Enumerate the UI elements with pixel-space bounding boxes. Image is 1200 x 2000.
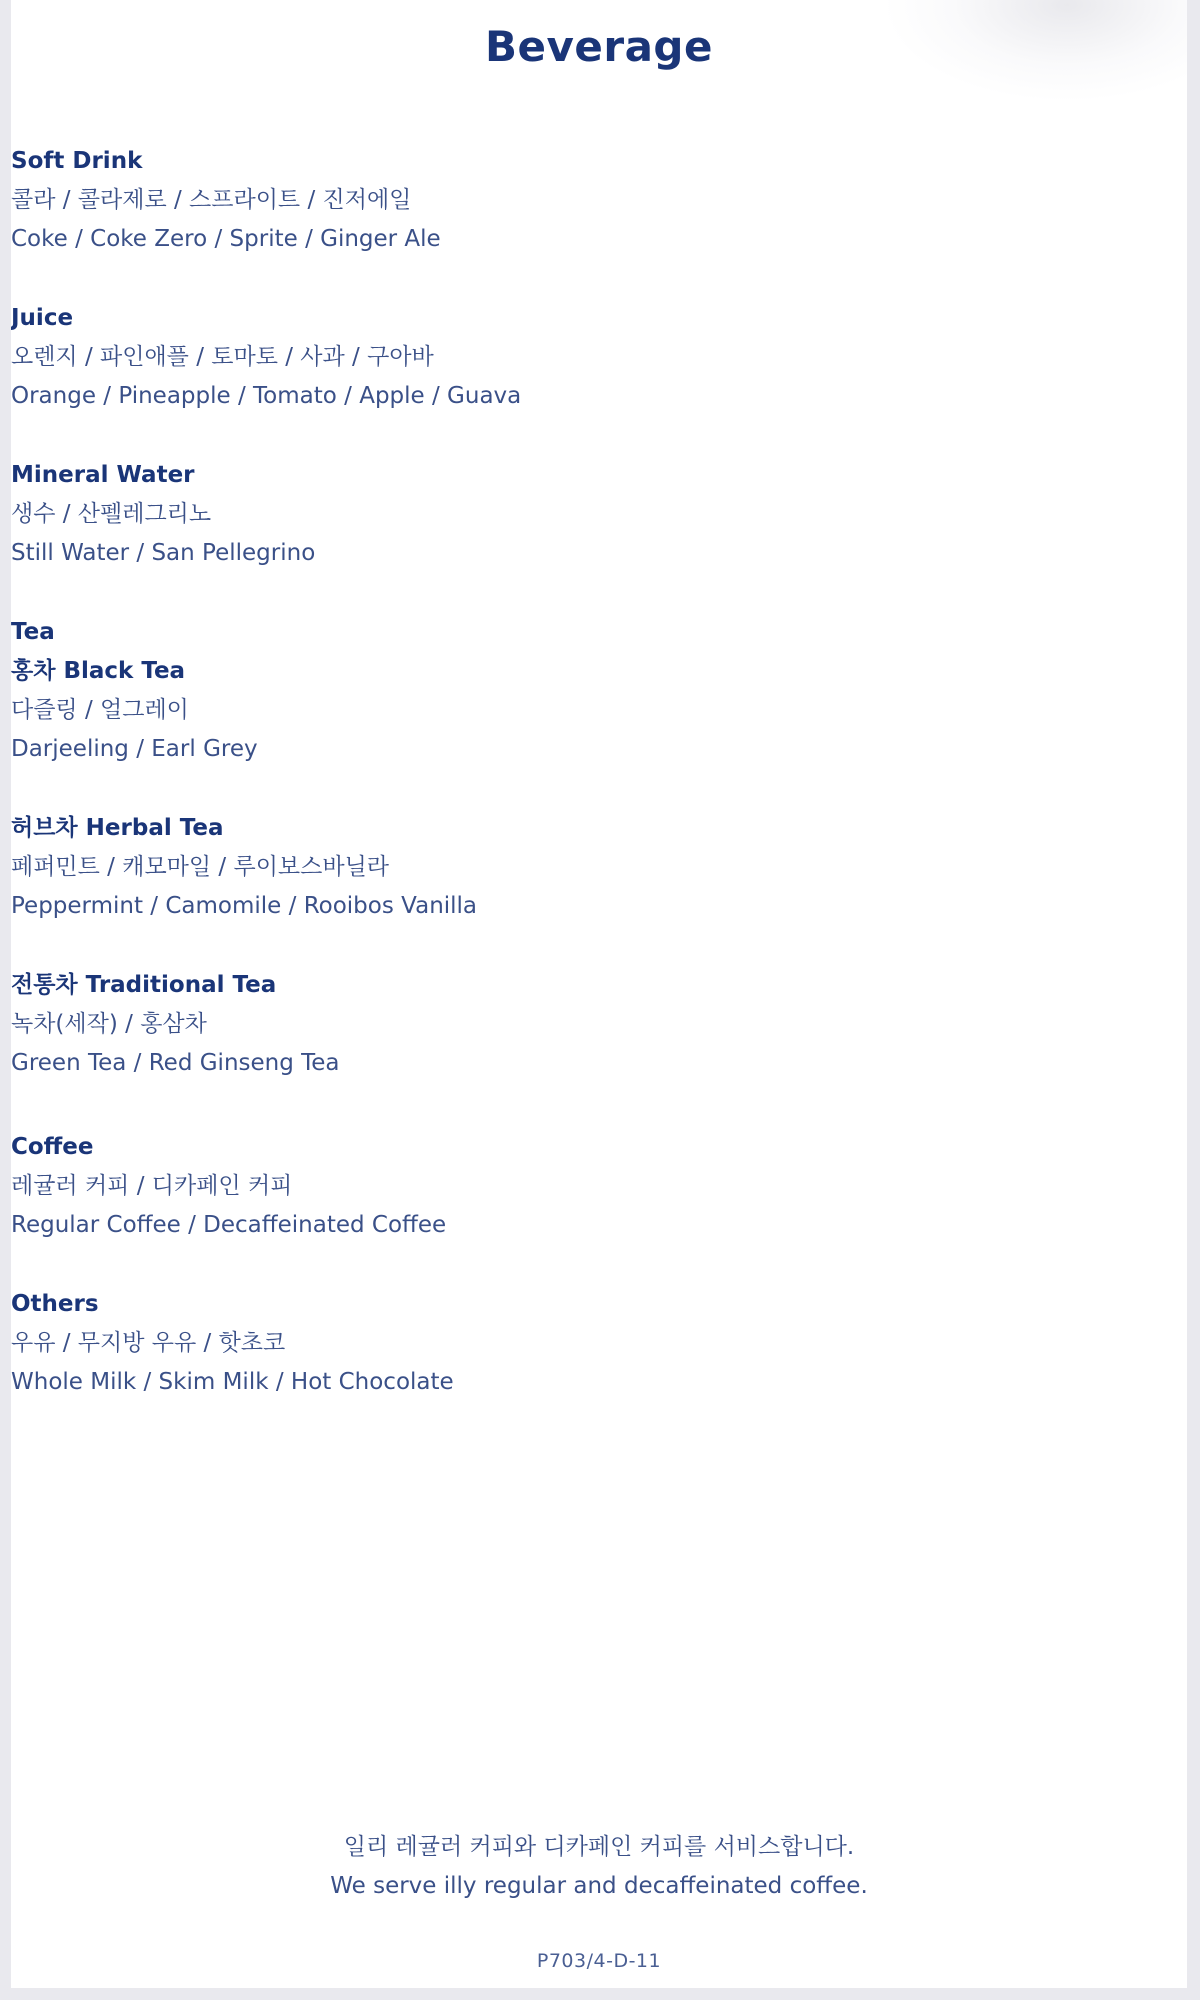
- english-items: Coke / Coke Zero / Sprite / Ginger Ale: [11, 226, 441, 252]
- english-items: Orange / Pineapple / Tomato / Apple / Guava: [11, 383, 522, 409]
- subsection-heading: 전통차 Traditional Tea: [11, 972, 277, 998]
- section-heading: Mineral Water: [11, 462, 195, 488]
- beverage-sections: [11, 142, 1187, 1402]
- section-heading: Soft Drink: [11, 148, 143, 174]
- page-title: Beverage: [485, 22, 713, 71]
- subsection-heading: 홍차 Black Tea: [11, 658, 186, 684]
- section-juice: [11, 299, 1187, 416]
- subsection-black-tea: [11, 652, 1187, 769]
- english-items: Darjeeling / Earl Grey: [11, 736, 258, 762]
- korean-items: 생수 / 산펠레그리노: [11, 501, 212, 527]
- menu-page: [11, 0, 1187, 1988]
- section-heading: Tea: [11, 619, 55, 645]
- english-items: Regular Coffee / Decaffeinated Coffee: [11, 1212, 447, 1238]
- menu-code: P703/4-D-11: [536, 1950, 662, 1972]
- korean-items: 페퍼민트 / 캐모마일 / 루이보스바닐라: [11, 854, 390, 880]
- footer-note: [11, 1828, 1187, 1906]
- subsection-heading: 허브차 Herbal Tea: [11, 815, 224, 841]
- english-items: Whole Milk / Skim Milk / Hot Chocolate: [11, 1369, 454, 1395]
- section-coffee: [11, 1128, 1187, 1245]
- english-items: Green Tea / Red Ginseng Tea: [11, 1050, 340, 1076]
- korean-items: 콜라 / 콜라제로 / 스프라이트 / 진저에일: [11, 187, 412, 213]
- subsection-herbal-tea: [11, 809, 1187, 926]
- korean-items: 레귤러 커피 / 디카페인 커피: [11, 1173, 293, 1199]
- footer-english: We serve illy regular and decaffeinated coffee.: [330, 1873, 868, 1899]
- section-tea: [11, 613, 1187, 1083]
- section-mineral-water: [11, 456, 1187, 573]
- english-items: Peppermint / Camomile / Rooibos Vanilla: [11, 893, 478, 919]
- english-items: Still Water / San Pellegrino: [11, 540, 316, 566]
- subsection-traditional-tea: [11, 966, 1187, 1083]
- footer-korean: 일리 레귤러 커피와 디카페인 커피를 서비스합니다.: [343, 1834, 855, 1860]
- korean-items: 오렌지 / 파인애플 / 토마토 / 사과 / 구아바: [11, 344, 434, 370]
- korean-items: 우유 / 무지방 우유 / 핫초코: [11, 1330, 286, 1356]
- section-heading: Juice: [11, 305, 74, 331]
- korean-items: 녹차(세작) / 홍삼차: [11, 1011, 207, 1037]
- section-heading: Coffee: [11, 1134, 94, 1160]
- section-others: [11, 1285, 1187, 1402]
- section-heading: Others: [11, 1291, 99, 1317]
- korean-items: 다즐링 / 얼그레이: [11, 697, 189, 723]
- section-soft-drink: [11, 142, 1187, 259]
